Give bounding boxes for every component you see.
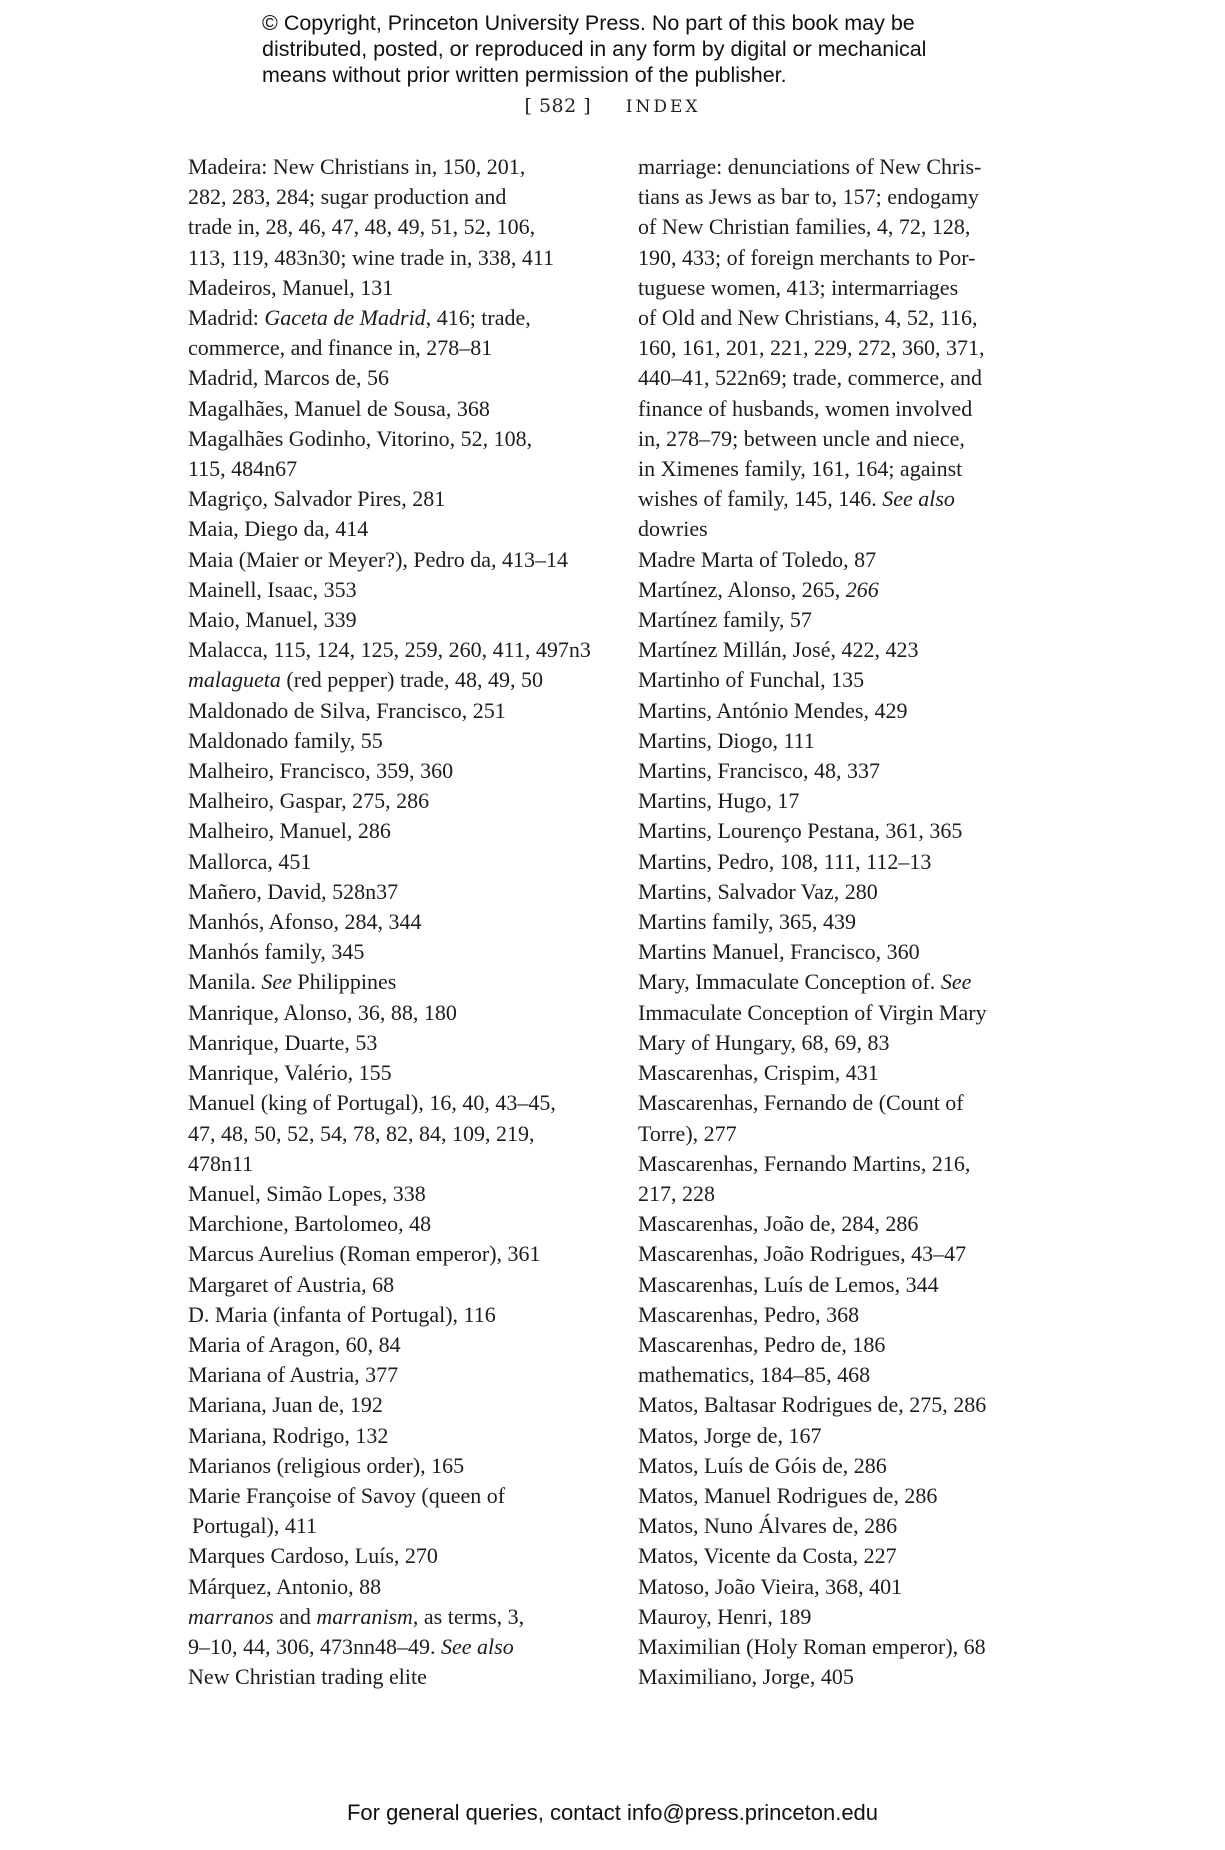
index-entry: Martínez family, 57: [638, 607, 812, 633]
index-entry: Martínez Millán, José, 422, 423: [638, 637, 919, 663]
index-entry: Manuel, Simão Lopes, 338: [188, 1180, 426, 1206]
index-entry: Martins, António Mendes, 429: [638, 697, 908, 723]
index-entry: Matos, Nuno Álvares de, 286: [638, 1513, 898, 1539]
index-entry: Maio, Manuel, 339: [188, 607, 357, 633]
index-entry: Mañero, David, 528n37: [188, 878, 399, 904]
index-entry: Martinho of Funchal, 135: [638, 667, 865, 693]
index-column-left: [188, 152, 618, 1692]
index-entry: Mascarenhas, João de, 284, 286: [638, 1211, 919, 1237]
index-entry: Manuel (king of Portugal), 16, 40, 43–45, 47, 48, 50, 52, 54, 78, 82, 84, 109, 219, 478n11: [188, 1090, 556, 1176]
index-entry: malagueta (red pepper) trade, 48, 49, 50: [188, 667, 543, 693]
index-entry: Mary of Hungary, 68, 69, 83: [638, 1029, 890, 1055]
index-entry: Manila. See Philippines: [188, 969, 397, 995]
index-entry: Malheiro, Gaspar, 275, 286: [188, 788, 430, 814]
index-entry: Martins, Pedro, 108, 111, 112–13: [638, 848, 932, 874]
index-entry: Mainell, Isaac, 353: [188, 576, 357, 602]
index-entry: Manrique, Duarte, 53: [188, 1029, 378, 1055]
index-entry: Margaret of Austria, 68: [188, 1271, 395, 1297]
running-head: [0, 95, 1225, 117]
index-entry: Marie Françoise of Savoy (queen of Portugal), 411: [188, 1482, 506, 1539]
index-entry: Magalhães, Manuel de Sousa, 368: [188, 395, 490, 421]
index-entry: Mascarenhas, Fernando Martins, 216, 217, 228: [638, 1150, 971, 1206]
index-entry: Manhós, Afonso, 284, 344: [188, 909, 422, 935]
index-entry: Maldonado de Silva, Francisco, 251: [188, 697, 506, 723]
index-entry: Martins, Lourenço Pestana, 361, 365: [638, 818, 963, 844]
index-entry: Mauroy, Henri, 189: [638, 1603, 812, 1629]
index-entry: Mariana, Rodrigo, 132: [188, 1422, 389, 1448]
index-entry: Mallorca, 451: [188, 848, 312, 874]
index-entry: Marchione, Bartolomeo, 48: [188, 1211, 432, 1237]
index-entry: Magalhães Godinho, Vitorino, 52, 108, 115, 484n67: [188, 425, 533, 482]
index-entry: Madeira: New Christians in, 150, 201, 282, 283, 284; sugar production and trade in, 28, 46, 47, 48, 49, 51, 52, 106, 113, 119, 483n30; wine trade in, 338, 411: [188, 154, 555, 270]
index-entry: Mascarenhas, Luís de Lemos, 344: [638, 1271, 939, 1297]
index-entry: Matoso, João Vieira, 368, 401: [638, 1573, 903, 1599]
index-entry: Maximiliano, Jorge, 405: [638, 1664, 854, 1690]
index-entry: Márquez, Antonio, 88: [188, 1573, 382, 1599]
index-entry: Manrique, Alonso, 36, 88, 180: [188, 999, 457, 1025]
index-entry: Malheiro, Francisco, 359, 360: [188, 758, 454, 784]
index-entry: Malheiro, Manuel, 286: [188, 818, 391, 844]
copyright-line: means without prior written permission of the publisher.: [262, 63, 787, 87]
index-entry: Martínez, Alonso, 265, 266: [638, 576, 879, 602]
index-entry: Matos, Vicente da Costa, 227: [638, 1543, 897, 1569]
index-entry: Mascarenhas, Pedro, 368: [638, 1301, 860, 1327]
index-entry: mathematics, 184–85, 468: [638, 1362, 871, 1388]
index-entry: marranos and marranism, as terms, 3, 9–10, 44, 306, 473nn48–49. See also New Christian trading elite: [188, 1603, 525, 1690]
index-entry: Matos, Manuel Rodrigues de, 286: [638, 1482, 938, 1508]
index-entry: Maria of Aragon, 60, 84: [188, 1331, 401, 1357]
index-entry: Madrid, Marcos de, 56: [188, 365, 390, 391]
index-entry: D. Maria (infanta of Portugal), 116: [188, 1301, 496, 1327]
index-entry: Maia (Maier or Meyer?), Pedro da, 413–14: [188, 546, 568, 572]
index-entry: marriage: denunciations of New Chris- tians as Jews as bar to, 157; endogamy of New Christian families, 4, 72, 128, 190, 433; of foreign merchants to Por- tuguese women, 413; intermarriages of Old and New Christians, 4, 52, 116, 160, 161, 201, 221, 229, 272, 360, 371, 440–41, 522n69; trade, commerce, and finance of husbands, women involved in, 278–79; between uncle and niece, in Ximenes family, 161, 164; against wishes of family, 145, 146. See also dowries: [638, 154, 985, 542]
index-entry: Matos, Jorge de, 167: [638, 1422, 822, 1448]
copyright-notice: [262, 10, 1082, 88]
index-entry: Mascarenhas, Crispim, 431: [638, 1060, 879, 1086]
index-entry: Martins, Francisco, 48, 337: [638, 758, 880, 784]
index-entry: Mascarenhas, Pedro de, 186: [638, 1331, 886, 1357]
index-entry: Mariana, Juan de, 192: [188, 1392, 383, 1418]
index-entry: Marianos (religious order), 165: [188, 1452, 465, 1478]
index-entry: Matos, Luís de Góis de, 286: [638, 1452, 887, 1478]
index-column-right: [638, 152, 1068, 1692]
index-entry: Maldonado family, 55: [188, 727, 383, 753]
index-entry: Madeiros, Manuel, 131: [188, 274, 394, 300]
index-entry: Matos, Baltasar Rodrigues de, 275, 286: [638, 1392, 987, 1418]
index-entry: Martins, Salvador Vaz, 280: [638, 878, 878, 904]
copyright-line: distributed, posted, or reproduced in any form by digital or mechanical: [262, 37, 927, 61]
index-entry: Manrique, Valério, 155: [188, 1060, 392, 1086]
footer-contact: For general queries, contact info@press.princeton.edu: [346, 1800, 879, 1825]
index-entry: Mary, Immaculate Conception of. See Immaculate Conception of Virgin Mary: [638, 969, 987, 1025]
page-number: [ 582 ]: [524, 95, 592, 117]
index-entry: Marques Cardoso, Luís, 270: [188, 1543, 438, 1569]
index-entry: Mascarenhas, João Rodrigues, 43–47: [638, 1241, 967, 1267]
index-entry: Martins Manuel, Francisco, 360: [638, 939, 920, 965]
index-entry: Martins family, 365, 439: [638, 909, 856, 935]
index-entry: Maia, Diego da, 414: [188, 516, 369, 542]
index-entry: Madrid: Gaceta de Madrid, 416; trade, commerce, and finance in, 278–81: [188, 305, 531, 361]
index-entry: Malacca, 115, 124, 125, 259, 260, 411, 497n3: [188, 637, 591, 663]
index-entry: Maximilian (Holy Roman emperor), 68: [638, 1633, 986, 1659]
index-entry: Marcus Aurelius (Roman emperor), 361: [188, 1241, 541, 1267]
index-entry: Manhós family, 345: [188, 939, 365, 965]
section-title: INDEX: [625, 97, 701, 117]
index-entry: Mariana of Austria, 377: [188, 1362, 399, 1388]
index-entry: Martins, Diogo, 111: [638, 727, 815, 753]
copyright-line: © Copyright, Princeton University Press. No part of this book may be: [262, 11, 915, 35]
index-entry: Martins, Hugo, 17: [638, 788, 800, 814]
index-entry: Magriço, Salvador Pires, 281: [188, 486, 446, 512]
index-entry: Mascarenhas, Fernando de (Count of Torre), 277: [638, 1090, 964, 1146]
index-entry: Madre Marta of Toledo, 87: [638, 546, 877, 572]
